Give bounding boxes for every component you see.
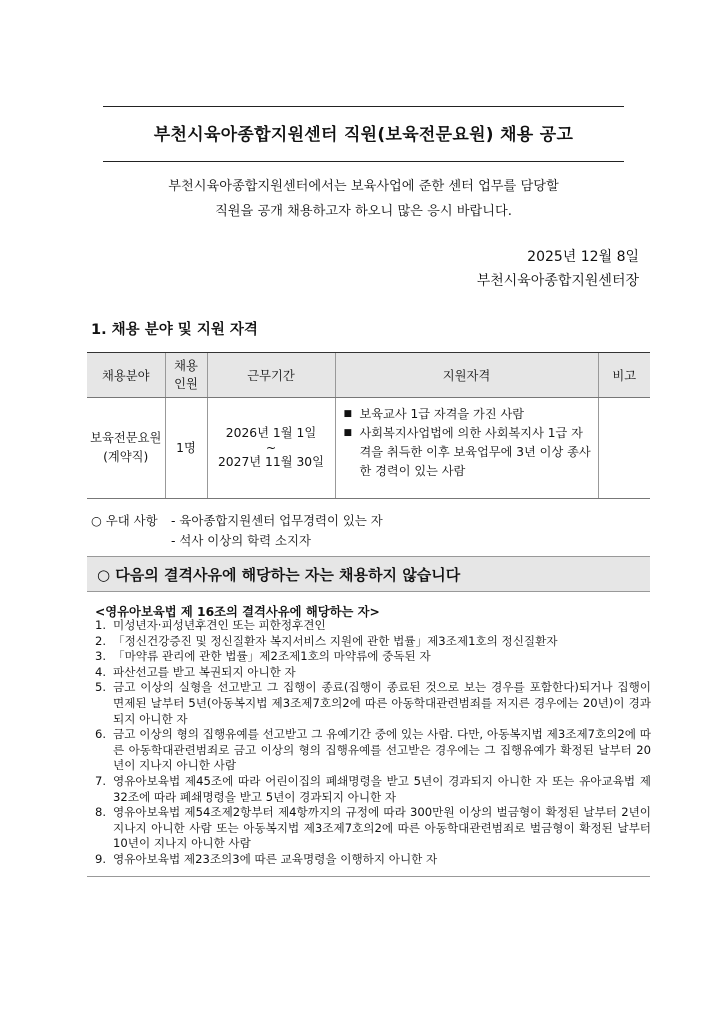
col-header-period: 근무기간 [207, 353, 335, 398]
intro-line-1: 부천시육아종합지원센터에서는 보육사업에 준한 센터 업무를 담당할 [168, 179, 559, 194]
list-item [95, 852, 651, 868]
period-separator: ~ [265, 441, 277, 455]
cell-note [598, 398, 650, 499]
table-header-row [87, 353, 650, 398]
item-text: 영유아보육법 제54조제2항부터 제4항까지의 규정에 따라 300만원 이상의 벌금형이 확정된 날부터 2년이 지나지 아니한 사람 또는 아동복지법 제3조제7호의2에 따른 아동학대관련범죄로 벌금형이 확정된 날부터 10년이 지나지 아니한 사람 [113, 805, 651, 851]
disqualification-list [95, 618, 651, 868]
col-header-field: 채용분야 [87, 353, 165, 398]
disqualification-banner: ○ 다음의 결격사유에 해당하는 자는 채용하지 않습니다 [87, 556, 650, 592]
disqualification-heading: <영유아보육법 제 16조의 결격사유에 해당하는 자> [95, 605, 380, 619]
item-number: 6. [95, 727, 107, 742]
preference-item: - 석사 이상의 학력 소지자 [171, 533, 311, 548]
col-header-count-line2: 인원 [174, 377, 198, 391]
intro-line-2: 직원을 공개 채용하고자 하오니 많은 응시 바랍니다. [215, 204, 512, 219]
list-item [95, 805, 651, 852]
col-header-count [165, 353, 207, 398]
list-item [95, 680, 651, 727]
title-top-rule [103, 106, 624, 107]
title-bottom-rule [103, 161, 624, 162]
preference-spacer [91, 531, 171, 551]
cell-field [87, 398, 165, 499]
preference-block [91, 511, 383, 551]
item-text: 금고 이상의 형의 집행유예를 선고받고 그 유예기간 중에 있는 사람. 다만, 아동복지법 제3조제7호의2에 따른 아동학대관련범죄로 금고 이상의 형의 집행유예를 선고받은 경우에는 그 집행유예가 확정된 날부터 20년이 지나지 아니한 사람 [113, 727, 651, 773]
cell-count: 1명 [165, 398, 207, 499]
item-number: 4. [95, 664, 107, 679]
preference-row [91, 531, 383, 551]
period-start: 2026년 1월 1일 [225, 426, 317, 440]
item-number: 3. [95, 649, 107, 664]
intro-text [103, 174, 624, 224]
item-number: 5. [95, 680, 107, 695]
list-item [95, 634, 651, 650]
preference-row [91, 511, 383, 531]
item-text: 영유아보육법 제23조의3에 따른 교육명령을 이행하지 아니한 자 [113, 851, 438, 866]
col-header-qualification: 지원자격 [335, 353, 598, 398]
item-text: 파산선고를 받고 복권되지 아니한 자 [113, 664, 296, 679]
list-item [95, 649, 651, 665]
section-heading-1: 1. 채용 분야 및 지원 자격 [91, 322, 258, 338]
list-item [95, 665, 651, 681]
item-number: 9. [95, 851, 107, 866]
list-item [95, 727, 651, 774]
item-text: 「마약류 관리에 관한 법률」제2조제1호의 마약류에 중독된 자 [113, 649, 431, 664]
item-text: 미성년자·피성년후견인 또는 피한정후견인 [113, 618, 326, 632]
item-number: 8. [95, 805, 107, 820]
cell-qualification [335, 398, 598, 499]
recruitment-table [87, 352, 650, 499]
qualification-text: 보육교사 1급 자격을 가진 사람 [359, 407, 525, 421]
col-header-note: 비고 [598, 353, 650, 398]
period-end: 2027년 11월 30일 [217, 455, 325, 469]
preference-item: - 육아종합지원센터 업무경력이 있는 자 [171, 513, 383, 528]
bottom-rule [87, 876, 650, 877]
item-text: 금고 이상의 실형을 선고받고 그 집행이 종료(집행이 종료된 것으로 보는 경우를 포함한다)되거나 집행이 면제된 날부터 5년(아동복지법 제3조제7호의2에 따른 아동학대관련범죄를 저지른 경우에는 20년)이 경과되지 아니한 자 [113, 680, 651, 726]
preference-label: ○ 우대 사항 [91, 513, 158, 528]
qualification-item [344, 405, 594, 424]
item-text: 영유아보육법 제45조에 따라 어린이집의 폐쇄명령을 받고 5년이 경과되지 아니한 자 또는 유아교육법 제32조에 따라 폐쇄명령을 받고 5년이 경과되지 아니한 자 [113, 773, 651, 804]
item-number: 1. [95, 618, 107, 632]
square-bullet-icon: ■ [343, 428, 353, 438]
issuer-name: 부천시육아종합지원센터장 [476, 273, 639, 289]
item-number: 2. [95, 633, 107, 648]
square-bullet-icon: ■ [343, 409, 353, 419]
list-item [95, 618, 651, 634]
item-text: 「정신건강증진 및 정신질환자 복지서비스 지원에 관한 법률」제3조제1호의 정신질환자 [113, 633, 558, 648]
cell-period [207, 398, 335, 499]
table-row [87, 398, 650, 499]
col-header-count-line1: 채용 [174, 359, 198, 373]
notice-date: 2025년 12월 8일 [527, 249, 639, 265]
list-item [95, 774, 651, 805]
field-type: (계약직) [103, 450, 149, 464]
qualification-item [344, 424, 594, 481]
field-name: 보육전문요원 [90, 431, 162, 445]
item-number: 7. [95, 773, 107, 788]
qualification-text: 사회복지사업법에 의한 사회복지사 1급 자격을 취득한 이후 보육업무에 3년 이상 종사한 경력이 있는 사람 [359, 426, 591, 478]
page-title: 부천시육아종합지원센터 직원(보육전문요원) 채용 공고 [153, 125, 574, 145]
